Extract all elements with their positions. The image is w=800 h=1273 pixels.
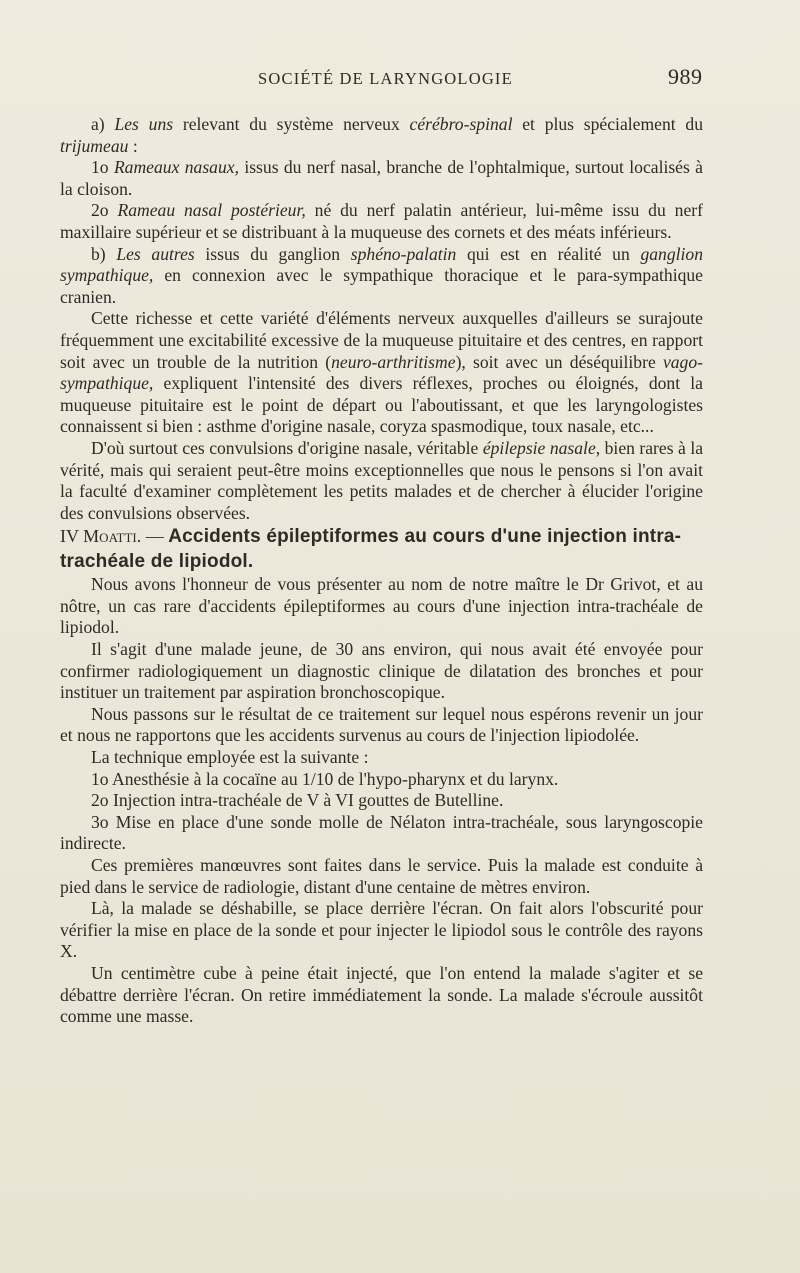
paragraph: La technique employée est la suivante :	[91, 747, 369, 768]
page-header	[0, 66, 800, 96]
running-head: SOCIÉTÉ DE LARYNGOLOGIE	[258, 69, 513, 88]
paragraph: Nous avons l'honneur de vous présenter au nom de notre maître le Dr Grivot, et au nôtre, un cas rare d'accidents épileptiformes au cours d'une injection intra-trachéale de lipiodol.	[60, 574, 703, 638]
paragraph-item-a1: 1o Rameaux nasaux, issus du nerf nasal, branche de l'ophtalmique, surtout localisés à la cloison.	[60, 157, 703, 199]
paragraph: 2o Injection intra-trachéale de V à VI gouttes de Butelline.	[91, 790, 504, 811]
paragraph: Là, la malade se déshabille, se place derrière l'écran. On fait alors l'obscurité pour vérifier la mise en place de la sonde et pour injecter le lipiodol sous le contrôle des rayons X.	[60, 898, 703, 962]
paragraph: 1o Anesthésie à la cocaïne au 1/10 de l'hypo-pharynx et du larynx.	[91, 768, 559, 789]
section-title: IV Moatti. — Accidents épileptiformes au cours d'une injection intra-trachéale de lipiodol.	[60, 526, 682, 573]
paragraph: Il s'agit d'une malade jeune, de 30 ans environ, qui nous avait été envoyée pour confirmer radiologiquement un diagnostic clinique de dilatation des bronches et pour instituer un traitement par aspiration bronchoscopique.	[60, 639, 703, 703]
page-body	[60, 114, 703, 1028]
paragraph-convulsions: D'où surtout ces convulsions d'origine nasale, véritable épilepsie nasale, bien rares à la vérité, mais qui seraient peut-être moins exceptionnelles que nous le pensons si l'on avait la faculté d'examiner complètement les petits malades et de chercher à élucider l'origine des convulsions observées.	[60, 437, 704, 523]
paragraph: Un centimètre cube à peine était injecté, que l'on entend la malade s'agiter et se débattre derrière l'écran. On retire immédiatement la sonde. La malade s'écroule aussitôt comme une masse.	[60, 962, 703, 1027]
page-number: 989	[668, 64, 703, 89]
paragraph: Nous passons sur le résultat de ce traitement sur lequel nous espérons revenir un jour et nous ne rapportons que les accidents survenus au cours de l'injection lipiodolée.	[60, 703, 703, 746]
section-heading: Accidents épileptiformes au cours d'une injection intra-trachéale de lipiodol.	[60, 526, 682, 573]
paragraph-part-a: a) Les uns relevant du système nerveux cérébro-spinal et plus spécialement du trijumeau :	[60, 114, 703, 156]
paragraph-part-b: b) Les autres issus du ganglion sphéno-palatin qui est en réalité un ganglion sympathique, en connexion avec le sympathique thoracique et le para-sympathique cranien.	[60, 243, 703, 307]
section-number: IV	[60, 526, 84, 547]
paragraph-item-a2: 2o Rameau nasal postérieur, né du nerf palatin antérieur, lui-même issu du nerf maxillaire supérieur et se distribuant à la muqueuse des cornets et des méats inférieurs.	[60, 200, 703, 242]
paragraph: 3o Mise en place d'une sonde molle de Nélaton intra-trachéale, sous laryngoscopie indirecte.	[60, 811, 703, 854]
paragraph-richesse: Cette richesse et cette variété d'éléments nerveux auxquelles d'ailleurs se surajoute fréquemment une excitabilité excessive de la muqueuse pituitaire et des centres, en rapport soit avec un trouble de la nutrition (neuro-arthritisme), soit avec un déséquilibre vago-sympathique, expliquent l'intensité des divers réflexes, proches ou éloignés, dont la muqueuse pituitaire est le point de départ ou l'aboutissant, et que les laryngologistes connaissent si bien : asthme d'origine nasale, coryza spasmodique, toux nasale, etc...	[60, 308, 703, 437]
paragraph: Ces premières manœuvres sont faites dans le service. Puis la malade est conduite à pied dans le service de radiologie, distant d'une centaine de mètres environ.	[60, 855, 703, 897]
section-author: Moatti	[83, 526, 137, 547]
